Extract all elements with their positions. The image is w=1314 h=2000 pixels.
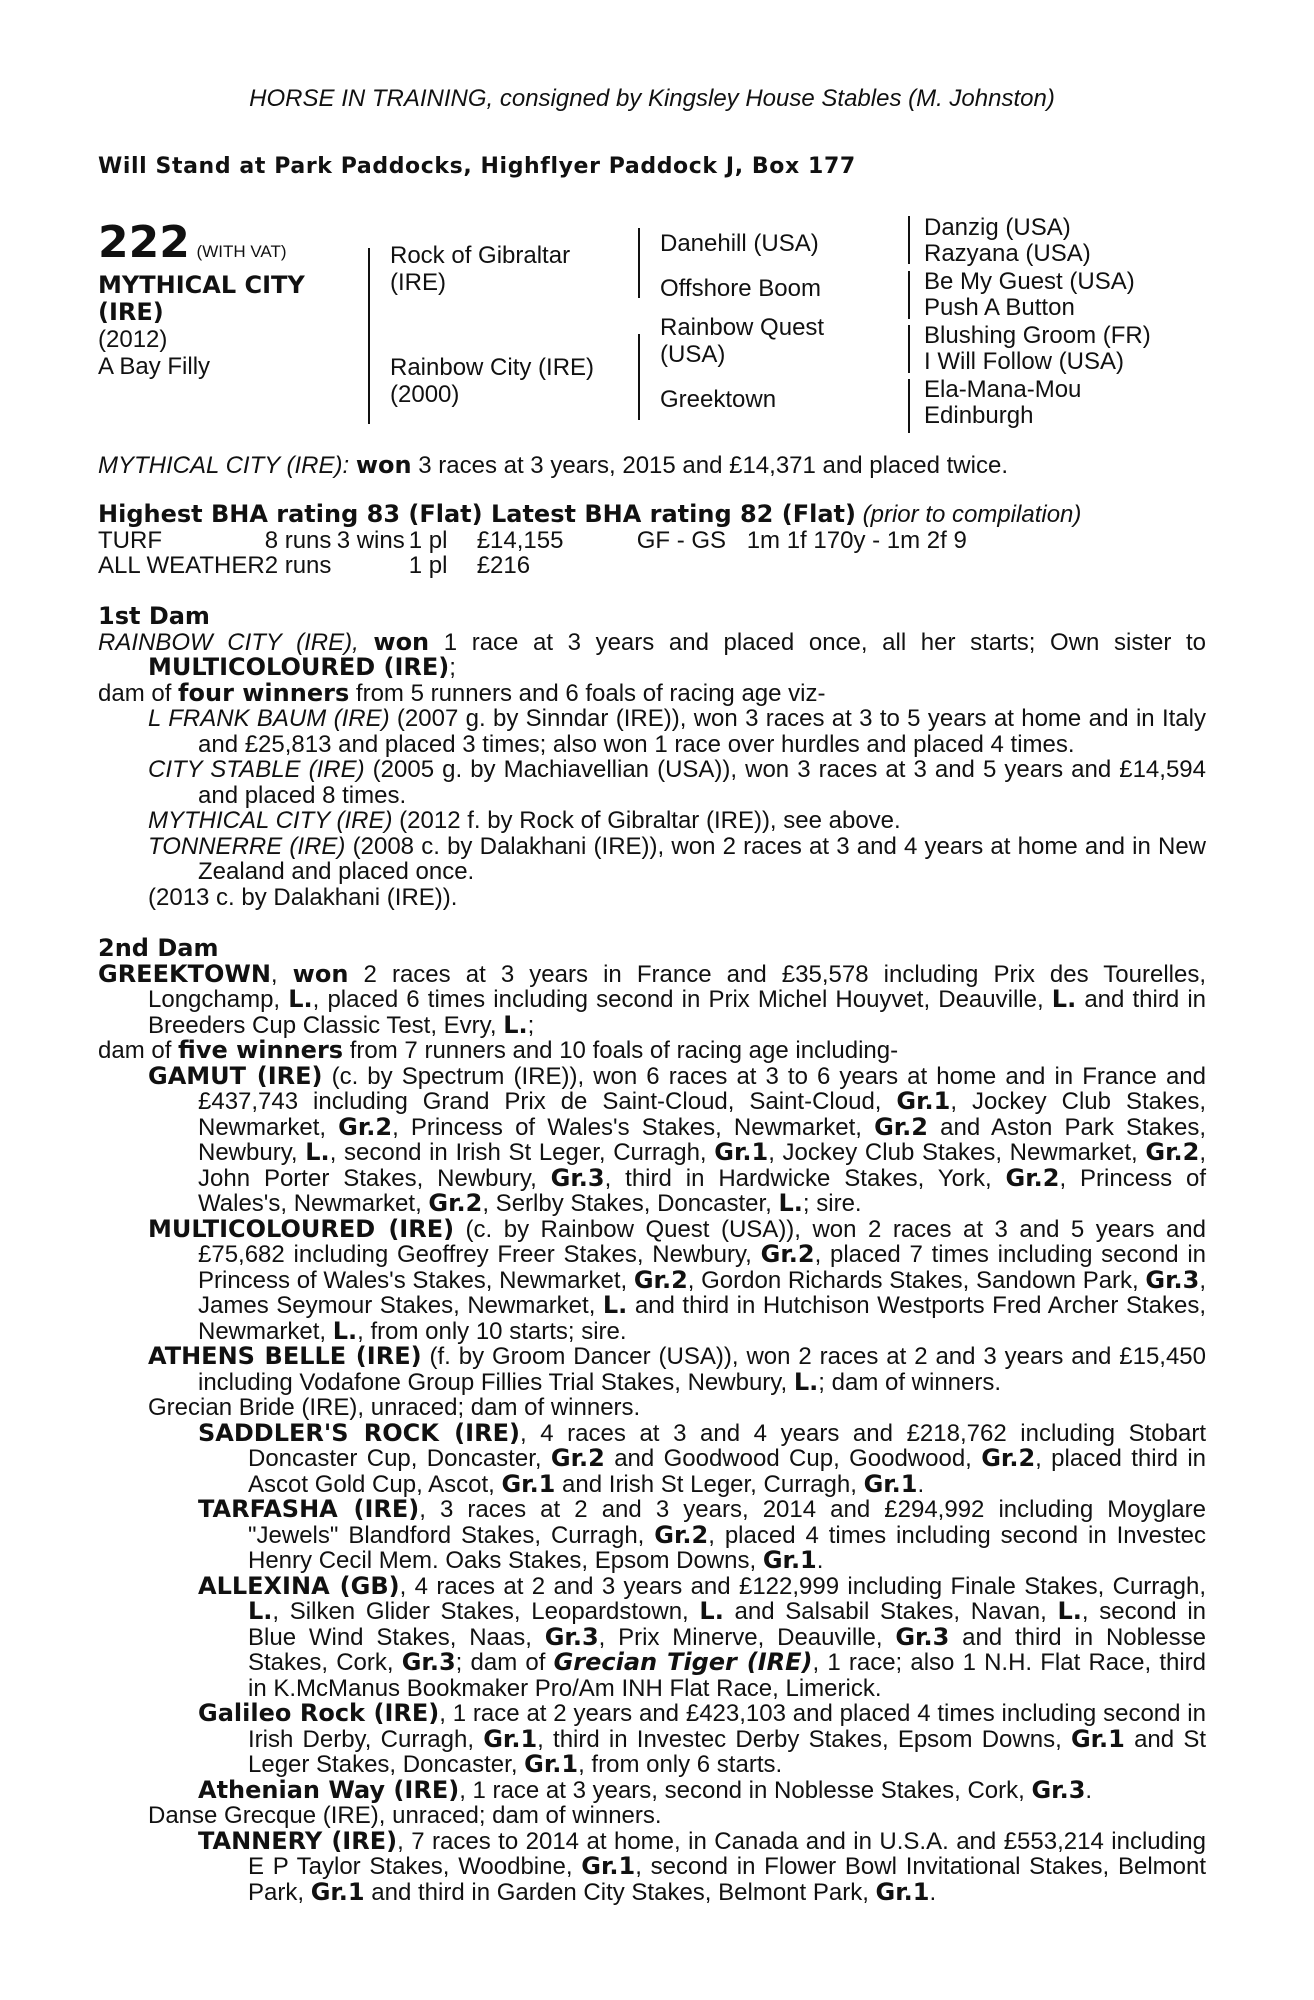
list-item [98,1701,1206,1778]
offspring-text: Grecian Bride (IRE), unraced; dam of winners. [148,1394,641,1421]
offspring-name: TARFASHA (IRE) [198,1495,420,1523]
sire-name: Rock of Gibraltar [390,242,571,269]
offspring-name: CITY STABLE (IRE) [148,756,365,783]
t: . [1085,1776,1093,1804]
grade: Gr.2 [1005,1163,1060,1192]
list-item [98,834,1206,885]
grade: Gr.2 [338,1112,393,1141]
grade: Gr.3 [895,1622,950,1651]
t: (f. by Groom Dancer (USA)), won 2 races at 2 and 3 years and £15,450 including Vodafone Group Fillies Trial Stakes, Newbury, [198,1343,1207,1396]
t: and third in Hutchison Westports Fred Archer Stakes, Newmarket, [198,1292,1206,1345]
grade: L. [248,1597,273,1625]
grade: Gr.1 [501,1469,556,1498]
list-item [98,1214,1207,1345]
t: (c. by Rainbow Quest (USA)), won 2 races at 3 and 5 years and £75,682 including Geoffrey Freer Stakes, Newbury, [198,1215,1206,1268]
grandsire-1: Danehill (USA) [660,230,819,257]
list-item [98,1344,1206,1395]
t: , Silken Glider Stakes, Leopardstown, [272,1598,700,1625]
gg-brace-3 [908,325,910,373]
grade: Gr.1 [863,1469,918,1498]
t: , third in Hardwicke Stakes, York, [604,1164,1006,1192]
text: from 5 runners and 6 foals of racing age viz- [349,679,826,707]
offspring-text: (2005 g. by Machiavellian (USA)), won 3 races at 3 and 5 years and £14,594 and placed 8 times. [198,756,1206,809]
list-item [98,1775,1206,1804]
winners-count: five winners [178,1036,344,1064]
ratings-block [98,501,1206,578]
dam-of-line [98,1038,1206,1064]
t: 2 races at 3 years in France and £35,578 including Prix des Tourelles, Longchamp, [148,960,1206,1013]
grade: Gr.2 [1145,1138,1200,1166]
dam-of-line [98,678,1206,707]
gg-brace-4 [908,379,910,433]
t: . [816,1547,824,1574]
grandsire-2-country: (USA) [660,341,726,368]
summary-horse-name: MYTHICAL CITY (IRE): [98,452,350,479]
offspring-text: (2013 c. by Dalakhani (IRE)). [148,883,458,911]
cell-wins [337,553,409,578]
grade: Gr.1 [310,1877,365,1906]
t: , second in Irish St Leger, Curragh, [329,1139,715,1166]
t: , Serlby Stakes, Doncaster, [482,1190,779,1217]
offspring-name: ATHENS BELLE (IRE) [148,1342,422,1370]
granddam-1: Offshore Boom [660,275,821,302]
t: , third in Investec Derby Stakes, Epsom Downs, [537,1725,1071,1753]
offspring-name: TANNERY (IRE) [198,1826,398,1855]
summary-text: 3 races at 3 years, 2015 and £14,371 and placed twice. [411,452,1008,479]
grade: L. [1057,1597,1082,1625]
offspring-name: MULTICOLOURED (IRE) [148,1214,455,1243]
offspring-name: ALLEXINA (GB) [198,1571,400,1600]
t: , 1 race; also 1 N.H. Flat Race, third in K.McManus Bookmaker Pro/Am INH Flat Race, Limerick. [248,1649,1207,1702]
gg-ela-mana-mou: Ela-Mana-Mou [924,376,1082,403]
grade: Gr.2 [654,1520,709,1549]
t: dam of [98,1037,179,1064]
cell-going [637,553,747,578]
gg-brace-2 [908,271,910,319]
t: and third in Garden City Stakes, Belmont Park, [364,1878,876,1906]
t: , John Porter Stakes, Newbury, [198,1139,1206,1192]
grade: Gr.2 [981,1444,1036,1472]
cell-placed: 1 pl [408,527,448,554]
grade: Gr.1 [714,1138,769,1166]
grade: Gr.2 [428,1189,483,1217]
grade: Gr.2 [874,1112,928,1141]
offspring-name: Grecian Tiger (IRE) [553,1648,813,1676]
dam-record: GREEKTOWN, won 2 races at 3 years in France and £35,578 including Prix des Tourelles, Longchamp, L., placed 6 times including second in Prix Michel Houyvet, Deauville, L. and third in Breeders Cup Classic Test, Evry, L.; [98,959,1207,1039]
rating-note: (prior to compilation) [862,501,1082,528]
t: and third in Breeders Cup Classic Test, Evry, [148,986,1207,1039]
t: and Goodwood Cup, Goodwood, [604,1445,982,1472]
cell-surface: ALL WEATHER [98,552,265,579]
winners-count: four winners [178,678,350,707]
list-item [98,1395,1206,1421]
dam-name: RAINBOW CITY (IRE), [98,628,359,656]
list-item [98,1418,1206,1498]
t: , Prix Minerve, Deauville, [598,1623,896,1651]
offspring-text: (2008 c. by Dalakhani (IRE)), won 2 races at 3 and 4 years at home and in New Zealand and placed once. [198,832,1206,885]
grade: L. [288,985,313,1013]
grade: Gr.3 [544,1622,599,1651]
t: , from only 10 starts; sire. [357,1317,627,1345]
cell-placed: 1 pl [408,552,448,579]
t: ; sire. [802,1190,862,1217]
t: , from only 6 starts. [578,1751,783,1778]
t: , placed 4 times including second in Investec Henry Cecil Mem. Oaks Stakes, Epsom Downs, [248,1521,1206,1574]
lot-heading [98,217,287,268]
t: (c. by Spectrum (IRE)), won 6 races at 3 to 6 years at home and in France and £437,743 including Grand Prix de Saint-Cloud, Saint-Cloud, [198,1062,1206,1115]
grade: L. [778,1189,803,1217]
sire-dam-brace [368,248,370,424]
t: . [929,1878,937,1906]
cell-wins: 3 wins [336,527,405,554]
cell-surface: TURF [98,527,162,554]
t: and third in Noblesse Stakes, Cork, [248,1623,1207,1676]
summary-won: won [355,451,412,479]
t: , James Seymour Stakes, Newmarket, [198,1266,1206,1319]
rating-values: Highest BHA rating 83 (Flat) Latest BHA rating 82 (Flat) [98,500,856,528]
sire-country: (IRE) [390,269,446,296]
list-item [98,1497,1206,1574]
grade: Gr.2 [633,1265,688,1294]
table-row [98,528,967,553]
sister-name: MULTICOLOURED (IRE) [148,653,450,681]
t: from 7 runners and 10 foals of racing age including- [343,1037,899,1064]
cell-prize: £14,155 [476,527,564,554]
gg-brace-1 [908,216,910,264]
t: and St Leger Stakes, Doncaster, [248,1725,1206,1778]
grade: Gr.2 [550,1444,605,1472]
cell-distance [747,553,967,578]
race-record-table [98,528,967,578]
grade: Gr.1 [524,1750,579,1778]
t: . [917,1470,925,1498]
gg-blushing-groom: Blushing Groom (FR) [924,322,1151,349]
grade: L. [1051,985,1077,1013]
granddam-2: Greektown [660,386,777,413]
first-dam-section [98,604,1206,910]
grade: Gr.3 [401,1648,456,1676]
t: , 4 races at 3 and 4 years and £218,762 including Stobart Doncaster Cup, Doncaster, [248,1419,1206,1472]
grade: Gr.3 [1031,1775,1086,1804]
grade: Gr.1 [483,1724,538,1753]
grade: L. [602,1291,628,1319]
consignment-line: HORSE IN TRAINING, consigned by Kingsley House Stables (M. Johnston) [249,85,1055,112]
table-row [98,553,967,578]
t: and Salsabil Stakes, Navan, [723,1598,1058,1625]
t: , Jockey Club Stakes, Newmarket, [768,1139,1146,1166]
grade: Gr.1 [762,1546,817,1574]
dam-text: 1 race at 3 years and placed once, all her starts; Own sister to [429,628,1206,656]
cell-going: GF - GS [636,527,727,554]
t: , placed third in Ascot Gold Cup, Ascot, [248,1445,1206,1498]
t: , placed 7 times including second in Princess of Wales's Stakes, Newmarket, [198,1241,1207,1294]
won-label: won [292,959,349,988]
text: dam of [98,679,179,707]
gg-edinburgh: Edinburgh [924,402,1034,429]
grade: Gr.1 [875,1877,930,1906]
grade: Gr.1 [896,1087,951,1115]
offspring-name: L FRANK BAUM (IRE) [148,705,390,732]
t: , Gordon Richards Stakes, Sandown Park, [687,1266,1146,1294]
pedigree-block [98,214,1206,446]
list-item [98,885,1206,911]
punct: ; [449,654,456,681]
dam-record [98,627,1206,681]
offspring-text: (2007 g. by Sinndar (IRE)), won 3 races at 3 to 5 years at home and in Italy and £25,813 and placed 3 times; also won 1 race over hurdles and placed 4 times. [198,705,1206,758]
list-item [98,808,1206,834]
t: , 1 race at 3 years, second in Noblesse Stakes, Cork, [459,1776,1032,1804]
t: ; dam of [455,1649,554,1676]
gg-razyana: Razyana (USA) [924,240,1091,267]
cell-distance: 1m 1f 170y - 1m 2f 9 [746,527,967,554]
grade: Gr.2 [760,1240,815,1268]
cell-prize: £216 [476,552,531,579]
section-title: 2nd Dam [98,934,219,962]
dam-name: GREEKTOWN [98,959,271,988]
t: , Princess of Wales's Stakes, Newmarket, [392,1113,875,1141]
grade: L. [699,1597,724,1625]
grade: Gr.1 [581,1852,636,1880]
t: , 7 races to 2014 at home, in Canada and in U.S.A. and £553,214 including E P Taylor Stakes, Woodbine, [248,1827,1207,1880]
grade: L. [793,1367,819,1396]
won-label: won [373,627,430,656]
grade: L. [305,1138,330,1166]
t: , second in Flower Bowl Invitational Stakes, Belmont Park, [248,1853,1206,1906]
grade: Gr.1 [1070,1724,1125,1753]
offspring-text: Danse Grecque (IRE), unraced; dam of winners. [148,1802,662,1829]
offspring-name: Galileo Rock (IRE) [198,1699,440,1727]
t: , placed 6 times including second in Prix Michel Houyvet, Deauville, [312,986,1052,1013]
cell-runs: 2 runs [264,552,332,579]
grade: Gr.3 [1145,1265,1200,1294]
grade: L. [332,1316,358,1345]
horse-country: (IRE) [98,298,164,326]
t: , 3 races at 2 and 3 years, 2014 and £294,992 including Moyglare "Jewels" Blandford Stakes, Curragh, [248,1496,1206,1549]
t: , Princess of Wales's, Newmarket, [198,1164,1206,1217]
catalogue-page [98,84,1206,1905]
list-item [98,757,1206,808]
cell-runs: 8 runs [264,527,332,554]
lot-number: 222 [98,217,190,268]
list-item [98,1803,1206,1829]
rating-heading [98,501,1206,528]
sire-parents-brace [638,228,640,298]
grandsire-2: Rainbow Quest [660,314,825,341]
dam-name: Rainbow City (IRE) [390,354,595,381]
t: , second in Blue Wind Stakes, Naas, [248,1598,1207,1651]
t: ; dam of winners. [818,1368,1002,1396]
horse-description: A Bay Filly [98,353,211,380]
offspring-name: GAMUT (IRE) [148,1061,323,1090]
dam-year: (2000) [390,381,460,408]
t: , 4 races at 2 and 3 years and £122,999 including Finale Stakes, Curragh, [399,1572,1206,1600]
gg-be-my-guest: Be My Guest (USA) [924,268,1135,295]
t: ; [527,1011,535,1039]
offspring-name: SADDLER'S ROCK (IRE) [198,1418,520,1447]
race-summary [98,452,1206,479]
dam-parents-brace [638,334,640,420]
list-item [98,1826,1207,1906]
gg-push-a-button: Push A Button [924,294,1075,321]
grade: Gr.3 [550,1163,605,1192]
t: , 1 race at 2 years and £423,103 and placed 4 times including second in Irish Derby, Curragh, [248,1700,1206,1753]
second-dam-section [98,936,1206,1905]
gg-danzig: Danzig (USA) [924,214,1071,241]
list-item [98,706,1206,757]
gg-i-will-follow: I Will Follow (USA) [924,348,1125,375]
offspring-name: Athenian Way (IRE) [198,1775,460,1804]
t: , Jockey Club Stakes, Newmarket, [198,1088,1206,1141]
offspring-text: (2012 f. by Rock of Gibraltar (IRE)), see above. [392,807,901,834]
section-title: 1st Dam [98,602,210,630]
stand-location: Will Stand at Park Paddocks, Highflyer Paddock J, Box 177 [98,154,856,179]
t: and Aston Park Stakes, Newbury, [198,1113,1207,1166]
t: and Irish St Leger, Curragh, [555,1470,864,1498]
horse-name: MYTHICAL CITY [98,271,305,299]
offspring-name: MYTHICAL CITY (IRE) [148,807,393,834]
list-item [98,1571,1207,1702]
offspring-name: TONNERRE (IRE) [148,832,346,860]
horse-year: (2012) [98,326,168,353]
grade: L. [503,1010,528,1039]
list-item [98,1061,1207,1217]
vat-label: (WITH VAT) [196,242,287,261]
